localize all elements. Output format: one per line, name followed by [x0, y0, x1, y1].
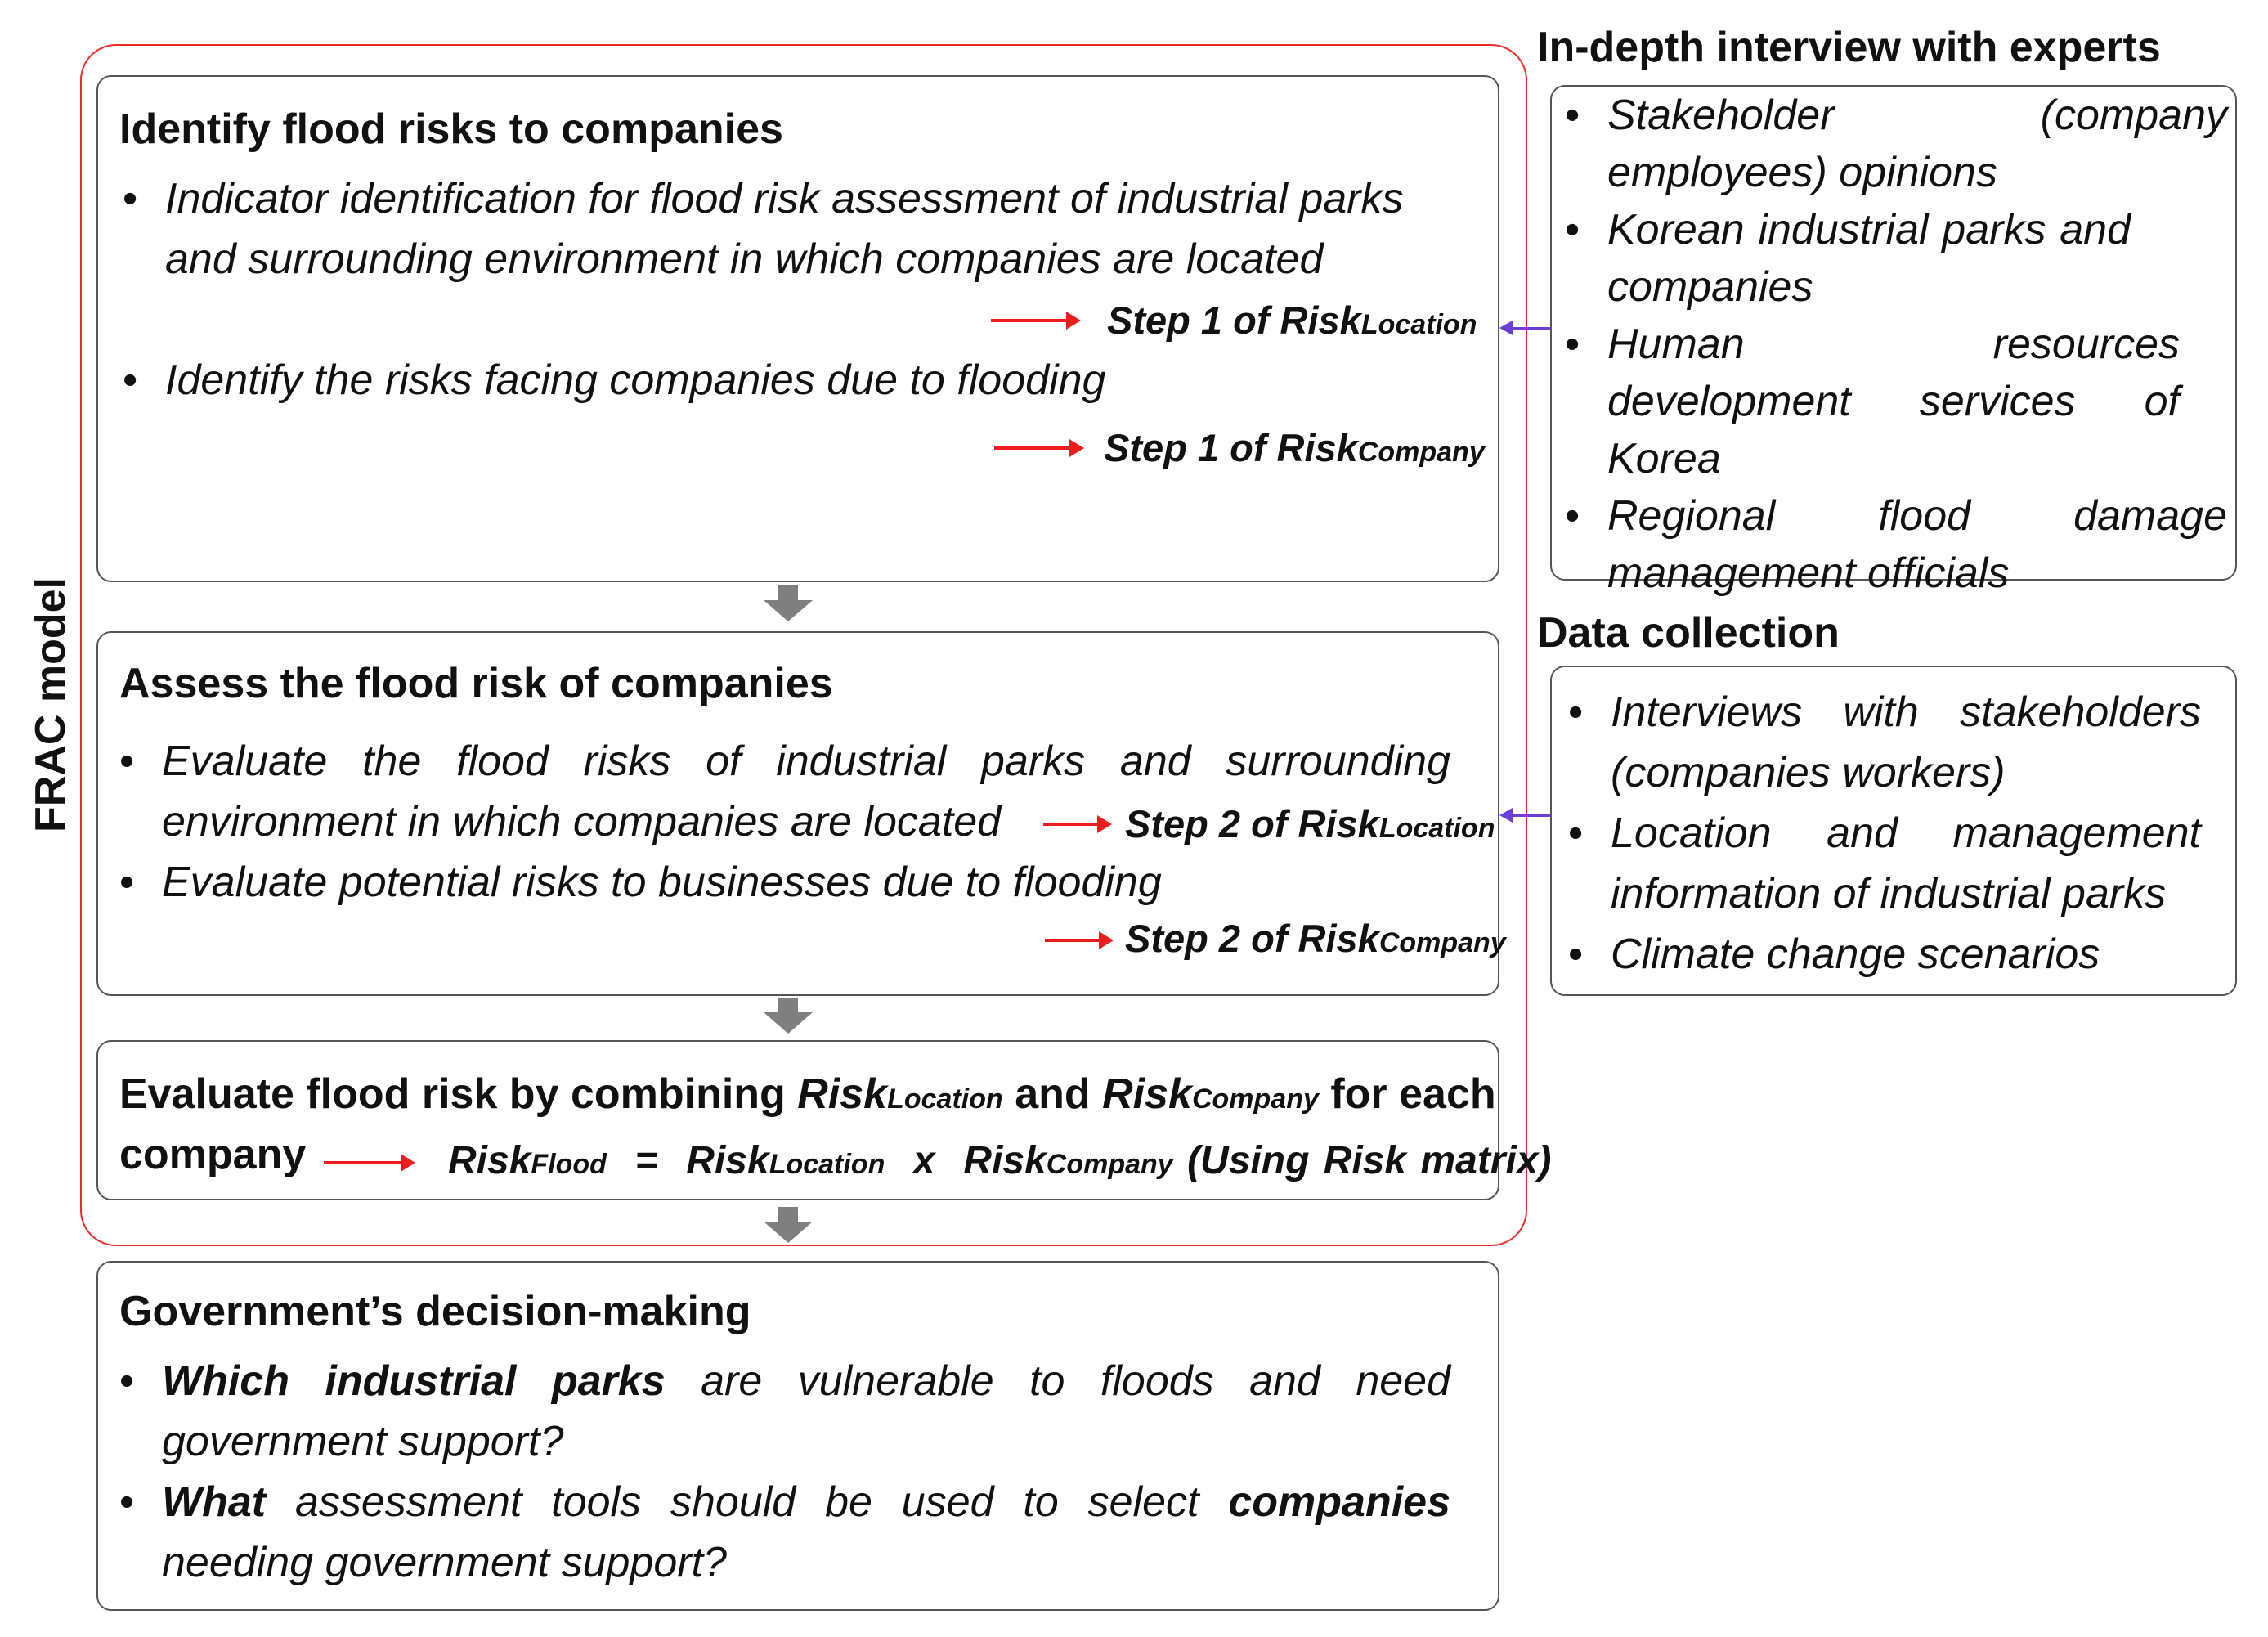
risk-location-sub: Location — [887, 1083, 1003, 1115]
formula-risk-location-prefix: Risk — [686, 1139, 769, 1182]
experts-title: In-depth interview with experts — [1537, 24, 2161, 71]
red-arrow — [991, 319, 1078, 322]
experts-item — [1565, 201, 2131, 316]
red-arrow — [994, 446, 1081, 450]
data-collection-item — [1568, 803, 2201, 924]
q1-bold: Which industrial parks — [162, 1357, 666, 1405]
experts-list — [1565, 87, 2227, 602]
q2-bold-companies: companies — [1228, 1478, 1450, 1526]
bullet-dot: • — [119, 738, 135, 785]
data-collection-item — [1568, 682, 2201, 803]
experts-item-text: Stakeholder (company employees) opinions — [1607, 92, 2227, 196]
data-collection-item — [1568, 924, 2201, 984]
identify-flood-risks-title: Identify flood risks to companies — [119, 105, 783, 153]
down-arrow — [764, 585, 813, 621]
step2-risk-company-label — [1125, 916, 1506, 966]
risk-location-prefix: Risk — [797, 1070, 888, 1118]
experts-item — [1565, 316, 2180, 487]
step2-location-prefix: Step 2 of Risk — [1125, 802, 1379, 845]
bullet-dot: • — [119, 1357, 135, 1405]
step1-risk-location-label — [1107, 298, 1477, 348]
bullet-dot: • — [1565, 92, 1580, 139]
experts-item-text: Human resources development services of Korea — [1607, 321, 2180, 482]
bullet-dot: • — [123, 175, 138, 222]
risk-flood-sub: Flood — [531, 1149, 607, 1180]
frac-model-label: FRAC model — [27, 577, 74, 832]
bullet-dot: • — [1568, 810, 1584, 857]
risk-flood-formula — [448, 1138, 1552, 1187]
step1-company-prefix: Step 1 of Risk — [1104, 426, 1358, 469]
box2-bullet1-text: Evaluate the flood risks of industrial parks and surrounding environment in which companies are located — [162, 738, 1450, 845]
data-collection-list — [1568, 682, 2201, 984]
combine-and: and — [1002, 1070, 1103, 1118]
experts-item — [1565, 87, 2227, 201]
combine-company-word: company — [119, 1131, 307, 1178]
step2-company-prefix: Step 2 of Risk — [1125, 917, 1379, 960]
formula-risk-company-prefix: Risk — [963, 1139, 1047, 1182]
bullet-dot: • — [1568, 688, 1584, 736]
down-arrow-head — [764, 1012, 813, 1034]
assess-flood-risk-title: Assess the flood risk of companies — [119, 660, 833, 707]
red-arrow — [1043, 823, 1109, 826]
down-arrow-head — [764, 1222, 813, 1243]
data-collection-item-text: Location and management information of industrial parks — [1611, 810, 2201, 917]
step2-risk-location-label — [1125, 801, 1495, 851]
data-collection-item-text: Interviews with stakeholders (companies workers) — [1611, 688, 2201, 796]
experts-item-text: Regional flood damage management officials — [1607, 492, 2227, 597]
government-question-2 — [119, 1472, 1450, 1593]
times-sign: x — [913, 1139, 935, 1182]
q1-rest: are vulnerable to floods and need government support? — [162, 1357, 1450, 1465]
government-question-1 — [119, 1351, 1450, 1472]
data-collection-item-text: Climate change scenarios — [1611, 931, 2100, 978]
blue-arrow-experts — [1503, 327, 1550, 330]
down-arrow — [764, 1207, 813, 1243]
step1-location-prefix: Step 1 of Risk — [1107, 298, 1361, 342]
q2-bold-what: What — [162, 1478, 267, 1526]
step1-company-sub: Company — [1357, 437, 1485, 468]
combine-risk-line1 — [119, 1070, 1496, 1123]
down-arrow-head — [764, 600, 813, 621]
down-arrow-shaft — [778, 585, 798, 602]
box1-bullet2-text: Identify the risks facing companies due to flooding — [165, 357, 1106, 404]
combine-risk-line2 — [119, 1130, 306, 1179]
step1-location-sub: Location — [1360, 309, 1477, 340]
experts-item-text: Korean industrial parks and companies — [1607, 206, 2131, 311]
box2-bullet2-text: Evaluate potential risks to businesses due to flooding — [162, 859, 1162, 906]
box1-bullet-identify — [123, 350, 1473, 410]
formula-risk-company-sub: Company — [1046, 1149, 1173, 1180]
combine-text-b: for each — [1318, 1070, 1496, 1118]
red-arrow — [1045, 939, 1110, 942]
down-arrow-shaft — [778, 998, 798, 1014]
data-collection-title: Data collection — [1537, 609, 1840, 657]
step2-location-sub: Location — [1378, 813, 1495, 844]
formula-risk-location-sub: Location — [769, 1149, 885, 1180]
bullet-dot: • — [1565, 321, 1580, 368]
combine-text-a: Evaluate flood risk by combining — [119, 1070, 798, 1118]
box2-bullet-evaluate-businesses — [119, 852, 1470, 913]
q2-mid: assessment tools should be used to select — [266, 1478, 1229, 1526]
risk-company-sub: Company — [1191, 1083, 1319, 1115]
down-arrow — [764, 998, 813, 1034]
down-arrow-shaft — [778, 1207, 798, 1223]
equals-sign: = — [634, 1139, 658, 1182]
bullet-dot: • — [119, 1478, 135, 1526]
risk-company-prefix: Risk — [1102, 1070, 1192, 1118]
risk-matrix-note: (Using Risk matrix) — [1187, 1139, 1552, 1182]
bullet-dot: • — [1568, 931, 1584, 978]
bullet-dot: • — [123, 357, 138, 404]
experts-item — [1565, 487, 2227, 602]
box1-bullet-indicator — [123, 168, 1473, 289]
box1-bullet1-text: Indicator identification for flood risk assessment of industrial parks and surrounding environment in which companies are located — [165, 175, 1404, 283]
q2-rest: needing government support? — [162, 1539, 727, 1586]
risk-flood-prefix: Risk — [448, 1139, 531, 1182]
bullet-dot: • — [119, 859, 135, 906]
bullet-dot: • — [1565, 492, 1580, 540]
red-arrow — [324, 1161, 412, 1164]
step1-risk-company-label — [1104, 425, 1485, 475]
step2-company-sub: Company — [1378, 927, 1506, 958]
bullet-dot: • — [1565, 206, 1580, 253]
blue-arrow-data-collection — [1503, 814, 1550, 817]
government-decision-title: Government’s decision-making — [119, 1288, 751, 1335]
